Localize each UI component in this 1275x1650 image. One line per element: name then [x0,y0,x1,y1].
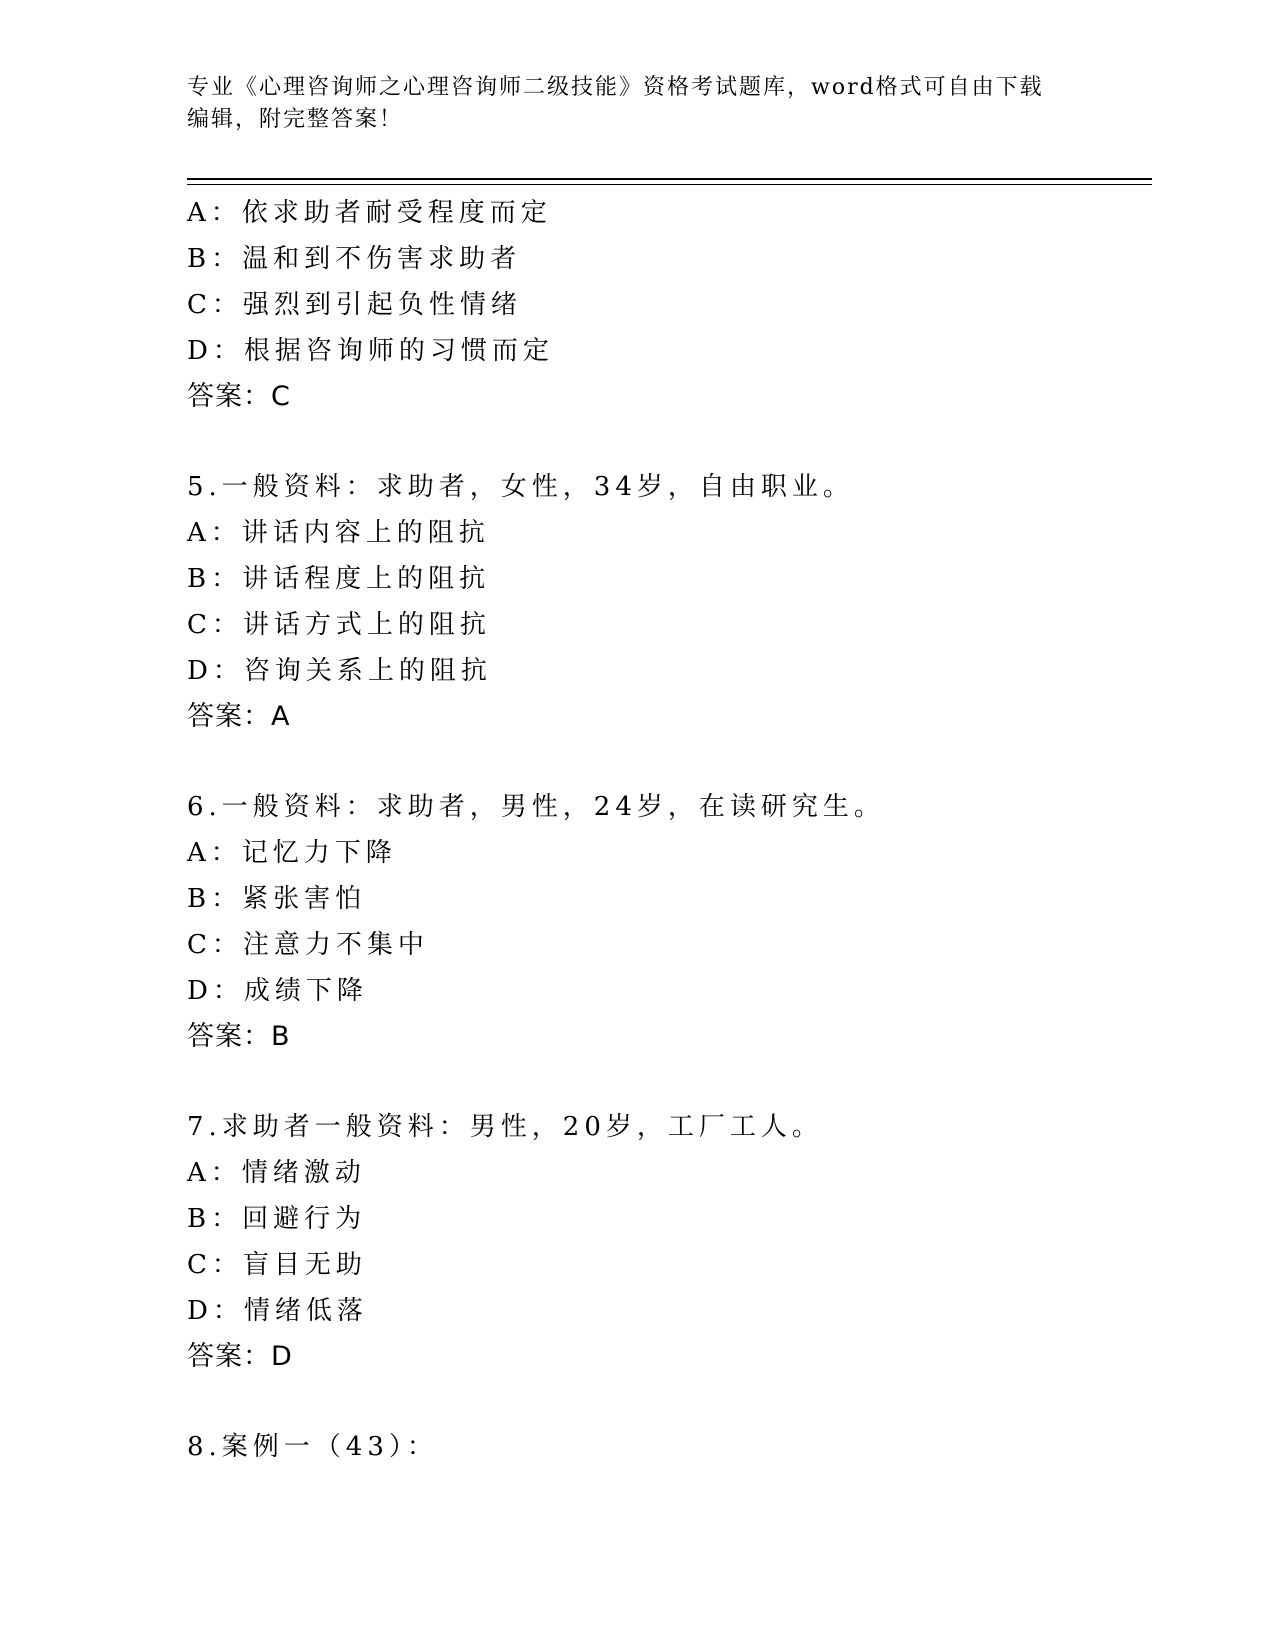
question-block-4 [187,190,1152,420]
answer-line: 答案：B [187,1021,291,1052]
option-a: A：依求助者耐受程度而定 [187,198,552,228]
question-stem: 5.一般资料：求助者，女性，34岁，自由职业。 [187,472,854,502]
question-stem: 7.求助者一般资料：男性，20岁，工厂工人。 [187,1112,823,1142]
option-c: C：讲话方式上的阻抗 [187,610,491,640]
option-a: A：讲话内容上的阻抗 [187,518,490,548]
answer-line: 答案：D [187,1341,293,1372]
option-c: C：盲目无助 [187,1250,367,1280]
document-header: 专业《心理咨询师之心理咨询师二级技能》资格考试题库，word格式可自由下载编辑，附完整答案！ [187,75,1044,132]
question-stem: 8.案例一（43）： [187,1432,438,1462]
header-rule-thin [187,184,1152,185]
question-block-8 [187,1424,1152,1470]
option-a: A：情绪激动 [187,1158,366,1188]
option-b: B：回避行为 [187,1204,367,1234]
question-list [187,190,1152,1470]
option-a: A：记忆力下降 [187,838,397,868]
answer-line: 答案：A [187,701,291,732]
option-b: B：温和到不伤害求助者 [187,244,522,274]
option-d: D：情绪低落 [187,1296,368,1326]
option-c: C：注意力不集中 [187,930,429,960]
question-block-6 [187,784,1152,1060]
question-block-5 [187,464,1152,740]
option-c: C：强烈到引起负性情绪 [187,290,522,320]
question-stem: 6.一般资料：求助者，男性，24岁，在读研究生。 [187,792,885,822]
option-b: B：讲话程度上的阻抗 [187,564,491,594]
option-d: D：根据咨询师的习惯而定 [187,336,554,366]
option-b: B：紧张害怕 [187,884,367,914]
option-d: D：咨询关系上的阻抗 [187,656,492,686]
option-d: D：成绩下降 [187,976,368,1006]
header-rule-thick [187,178,1152,180]
answer-line: 答案：C [187,381,291,412]
question-block-7 [187,1104,1152,1380]
